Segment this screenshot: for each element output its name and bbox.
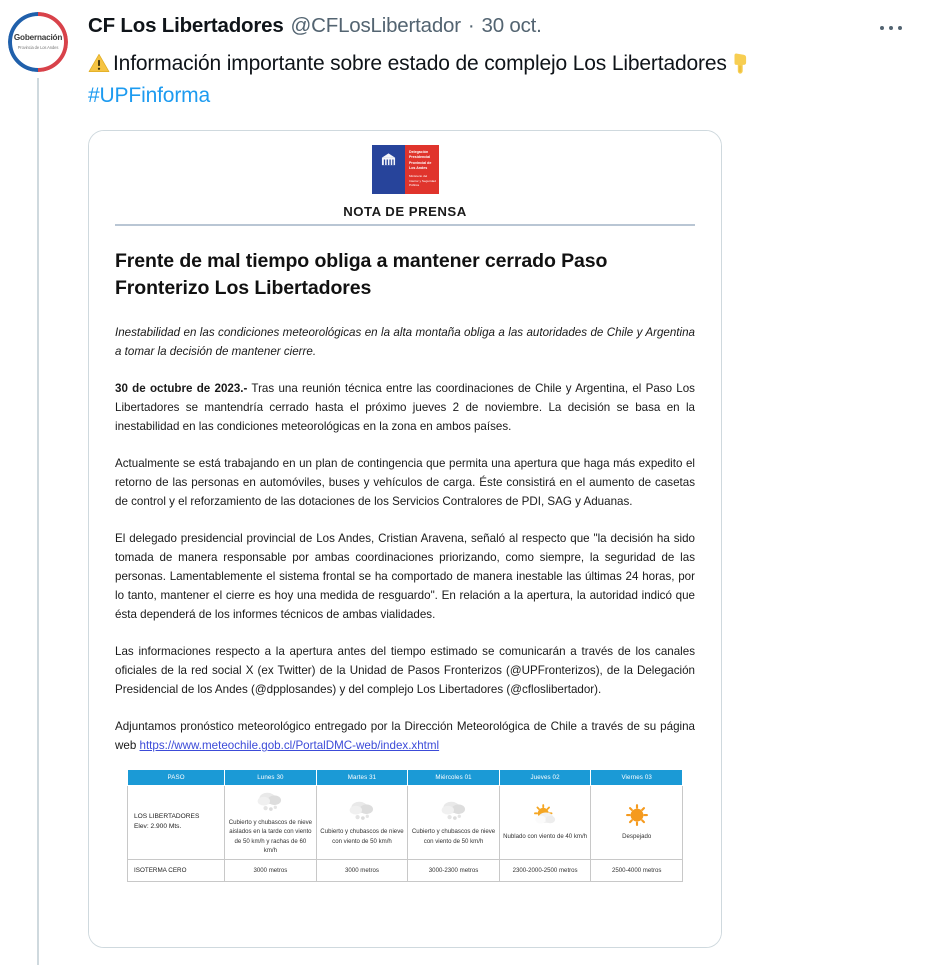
cell-isoterma-miercoles: 3000-2300 metros (408, 859, 500, 881)
cell-isoterma-lunes: 3000 metros (225, 859, 317, 881)
header-paso: PASO (128, 770, 225, 786)
forecast-text-lunes: Cubierto y chubascos de nieve aislados en la tarde con viento de 50 km/h y rachas de 60 km/h (228, 819, 313, 855)
cloud-snow-icon (347, 798, 377, 824)
weather-forecast-wrapper (115, 769, 695, 882)
paragraph-5-text: Adjuntamos pronóstico meteorológico entregado por la Dirección Meteorológica de Chile a través de su página web (115, 720, 695, 752)
header-miercoles-01: Miércoles 01 (408, 770, 500, 786)
document-paragraph-1 (115, 379, 695, 436)
cell-forecast-jueves (499, 786, 591, 860)
cell-forecast-miercoles (408, 786, 500, 860)
meteochile-link[interactable]: https://www.meteochile.gob.cl/PortalDMC-web/index.xhtml (139, 739, 440, 752)
logo-red-panel (405, 145, 439, 194)
paragraph-1-date: 30 de octubre de 2023.- (115, 382, 248, 395)
pointing-down-icon (730, 53, 751, 75)
logo-blue-panel (372, 145, 406, 194)
hashtag-upfinforma[interactable]: #UPFinforma (88, 84, 211, 107)
forecast-text-martes: Cubierto y chubascos de nieve con viento de 50 km/h (320, 828, 404, 845)
tweet-author-row (88, 14, 868, 38)
tweet-text-main: Información importante sobre estado de complejo Los Libertadores (113, 52, 727, 75)
more-options-icon[interactable] (874, 16, 908, 40)
header-divider (115, 224, 695, 226)
table-row-forecast (128, 786, 683, 860)
sun-icon (622, 803, 652, 829)
avatar-column (8, 12, 70, 72)
document-lead-paragraph: Inestabilidad en las condiciones meteorológicas en la alta montaña obliga a las autoridades de Chile y Argentina a tomar la decisión de mantener cierre. (115, 326, 695, 358)
cell-isoterma-martes: 3000 metros (316, 859, 408, 881)
cell-forecast-lunes (225, 786, 317, 860)
avatar-label-secondary: Provincia de Los Andes (17, 45, 59, 51)
header-viernes-03: Viernes 03 (591, 770, 683, 786)
header-martes-31: Martes 31 (316, 770, 408, 786)
dot-2 (889, 26, 893, 30)
sun-behind-cloud-icon (530, 803, 560, 829)
paragraph-1-text: Tras una reunión técnica entre las coordinaciones de Chile y Argentina, el Paso Los Libertadores se mantendría cerrado hasta el próximo jueves 2 de noviembre. La decisión se basa en la inestabilidad en las condiciones meteorológicas en la zona en ambos países. (115, 382, 695, 433)
cell-isoterma-viernes: 2500-4000 metros (591, 859, 683, 881)
document-headline (115, 248, 695, 302)
government-logo (372, 145, 439, 194)
tweet-body-text (88, 48, 888, 112)
document-paragraph-5 (115, 717, 695, 755)
avatar-label-primary: Gobernación (13, 32, 63, 42)
cell-paso-name (128, 786, 225, 860)
forecast-text-miercoles: Cubierto y chubascos de nieve con viento de 50 km/h (411, 828, 496, 845)
author-display-name[interactable]: CF Los Libertadores (88, 14, 284, 37)
cloud-snow-icon (439, 798, 469, 824)
headline-line-1: Frente de mal tiempo obliga a mantener cerrado Paso (115, 250, 608, 272)
document-paragraph-3: El delegado presidencial provincial de Los Andes, Cristian Aravena, señaló al respecto que "la decisión ha sido tomada de manera responsable por ambas coordinaciones priorizando, como siempre, la seguridad de las personas. Lamentablemente el sistema frontal se ha comportado de manera inestable las últimas 24 horas, por lo tanto, mantener el cierre es hoy una medida de resguardo". En relación a la apertura, la autoridad indicó que ésta dependerá de los informes técnicos de ambas vialidades. (115, 532, 695, 621)
cell-forecast-martes (316, 786, 408, 860)
cell-isoterma-jueves: 2300-2000-2500 metros (499, 859, 591, 881)
table-row-isoterma (128, 859, 683, 881)
warning-triangle-icon (88, 53, 110, 73)
header-jueves-02: Jueves 02 (499, 770, 591, 786)
paso-name-line1: LOS LIBERTADORES (134, 813, 200, 821)
attached-media-card[interactable] (88, 130, 722, 948)
logo-text-bottom: Ministerio del Interior y Seguridad Pública (409, 174, 436, 188)
thread-connector-line (37, 78, 39, 965)
coat-of-arms-icon (381, 152, 396, 167)
separator-dot: · (467, 14, 475, 37)
press-release-document (89, 131, 721, 947)
logo-text-top: Delegación Presidencial Provincial de Los Andes (409, 150, 432, 171)
document-paragraph-2: Actualmente se está trabajando en un plan de contingencia que permita una apertura que haga más expedito el retorno de las personas en automóviles, buses y vehículos de carga. Éste consistirá en el aumento de casetas de control y el reforzamiento de las dotaciones de los Servicios Contralores de PDI, SAG y Aduanas. (115, 457, 695, 508)
weather-forecast-table (127, 769, 683, 882)
dot-1 (880, 26, 884, 30)
avatar-inner (14, 18, 62, 66)
forecast-text-viernes: Despejado (622, 833, 652, 841)
author-handle[interactable]: @CFLosLibertador (290, 14, 461, 37)
headline-line-2: Fronterizo Los Libertadores (115, 277, 372, 299)
avatar[interactable] (8, 12, 68, 72)
cell-isoterma-label: ISOTERMA CERO (128, 859, 225, 881)
header-lunes-30: Lunes 30 (225, 770, 317, 786)
document-paragraph-4: Las informaciones respecto a la apertura antes del tiempo estimado se comunicarán a través de los canales oficiales de la red social X (ex Twitter) de la Unidad de Pasos Fronterizos (@UPFronterizos), de la Delegación Presidencial de los Andes (@dpplosandes) y del complejo Los Libertadores (@cfloslibertador). (115, 645, 695, 696)
paso-name-line2: Elev: 2.900 Mts. (134, 823, 182, 831)
document-header-label: NOTA DE PRENSA (343, 204, 467, 219)
cell-forecast-viernes (591, 786, 683, 860)
table-header-row (128, 770, 683, 786)
cloud-snow-icon (255, 789, 285, 815)
tweet-timestamp[interactable]: 30 oct. (481, 14, 542, 37)
dot-3 (898, 26, 902, 30)
forecast-text-jueves: Nublado con viento de 40 km/h (503, 833, 588, 841)
